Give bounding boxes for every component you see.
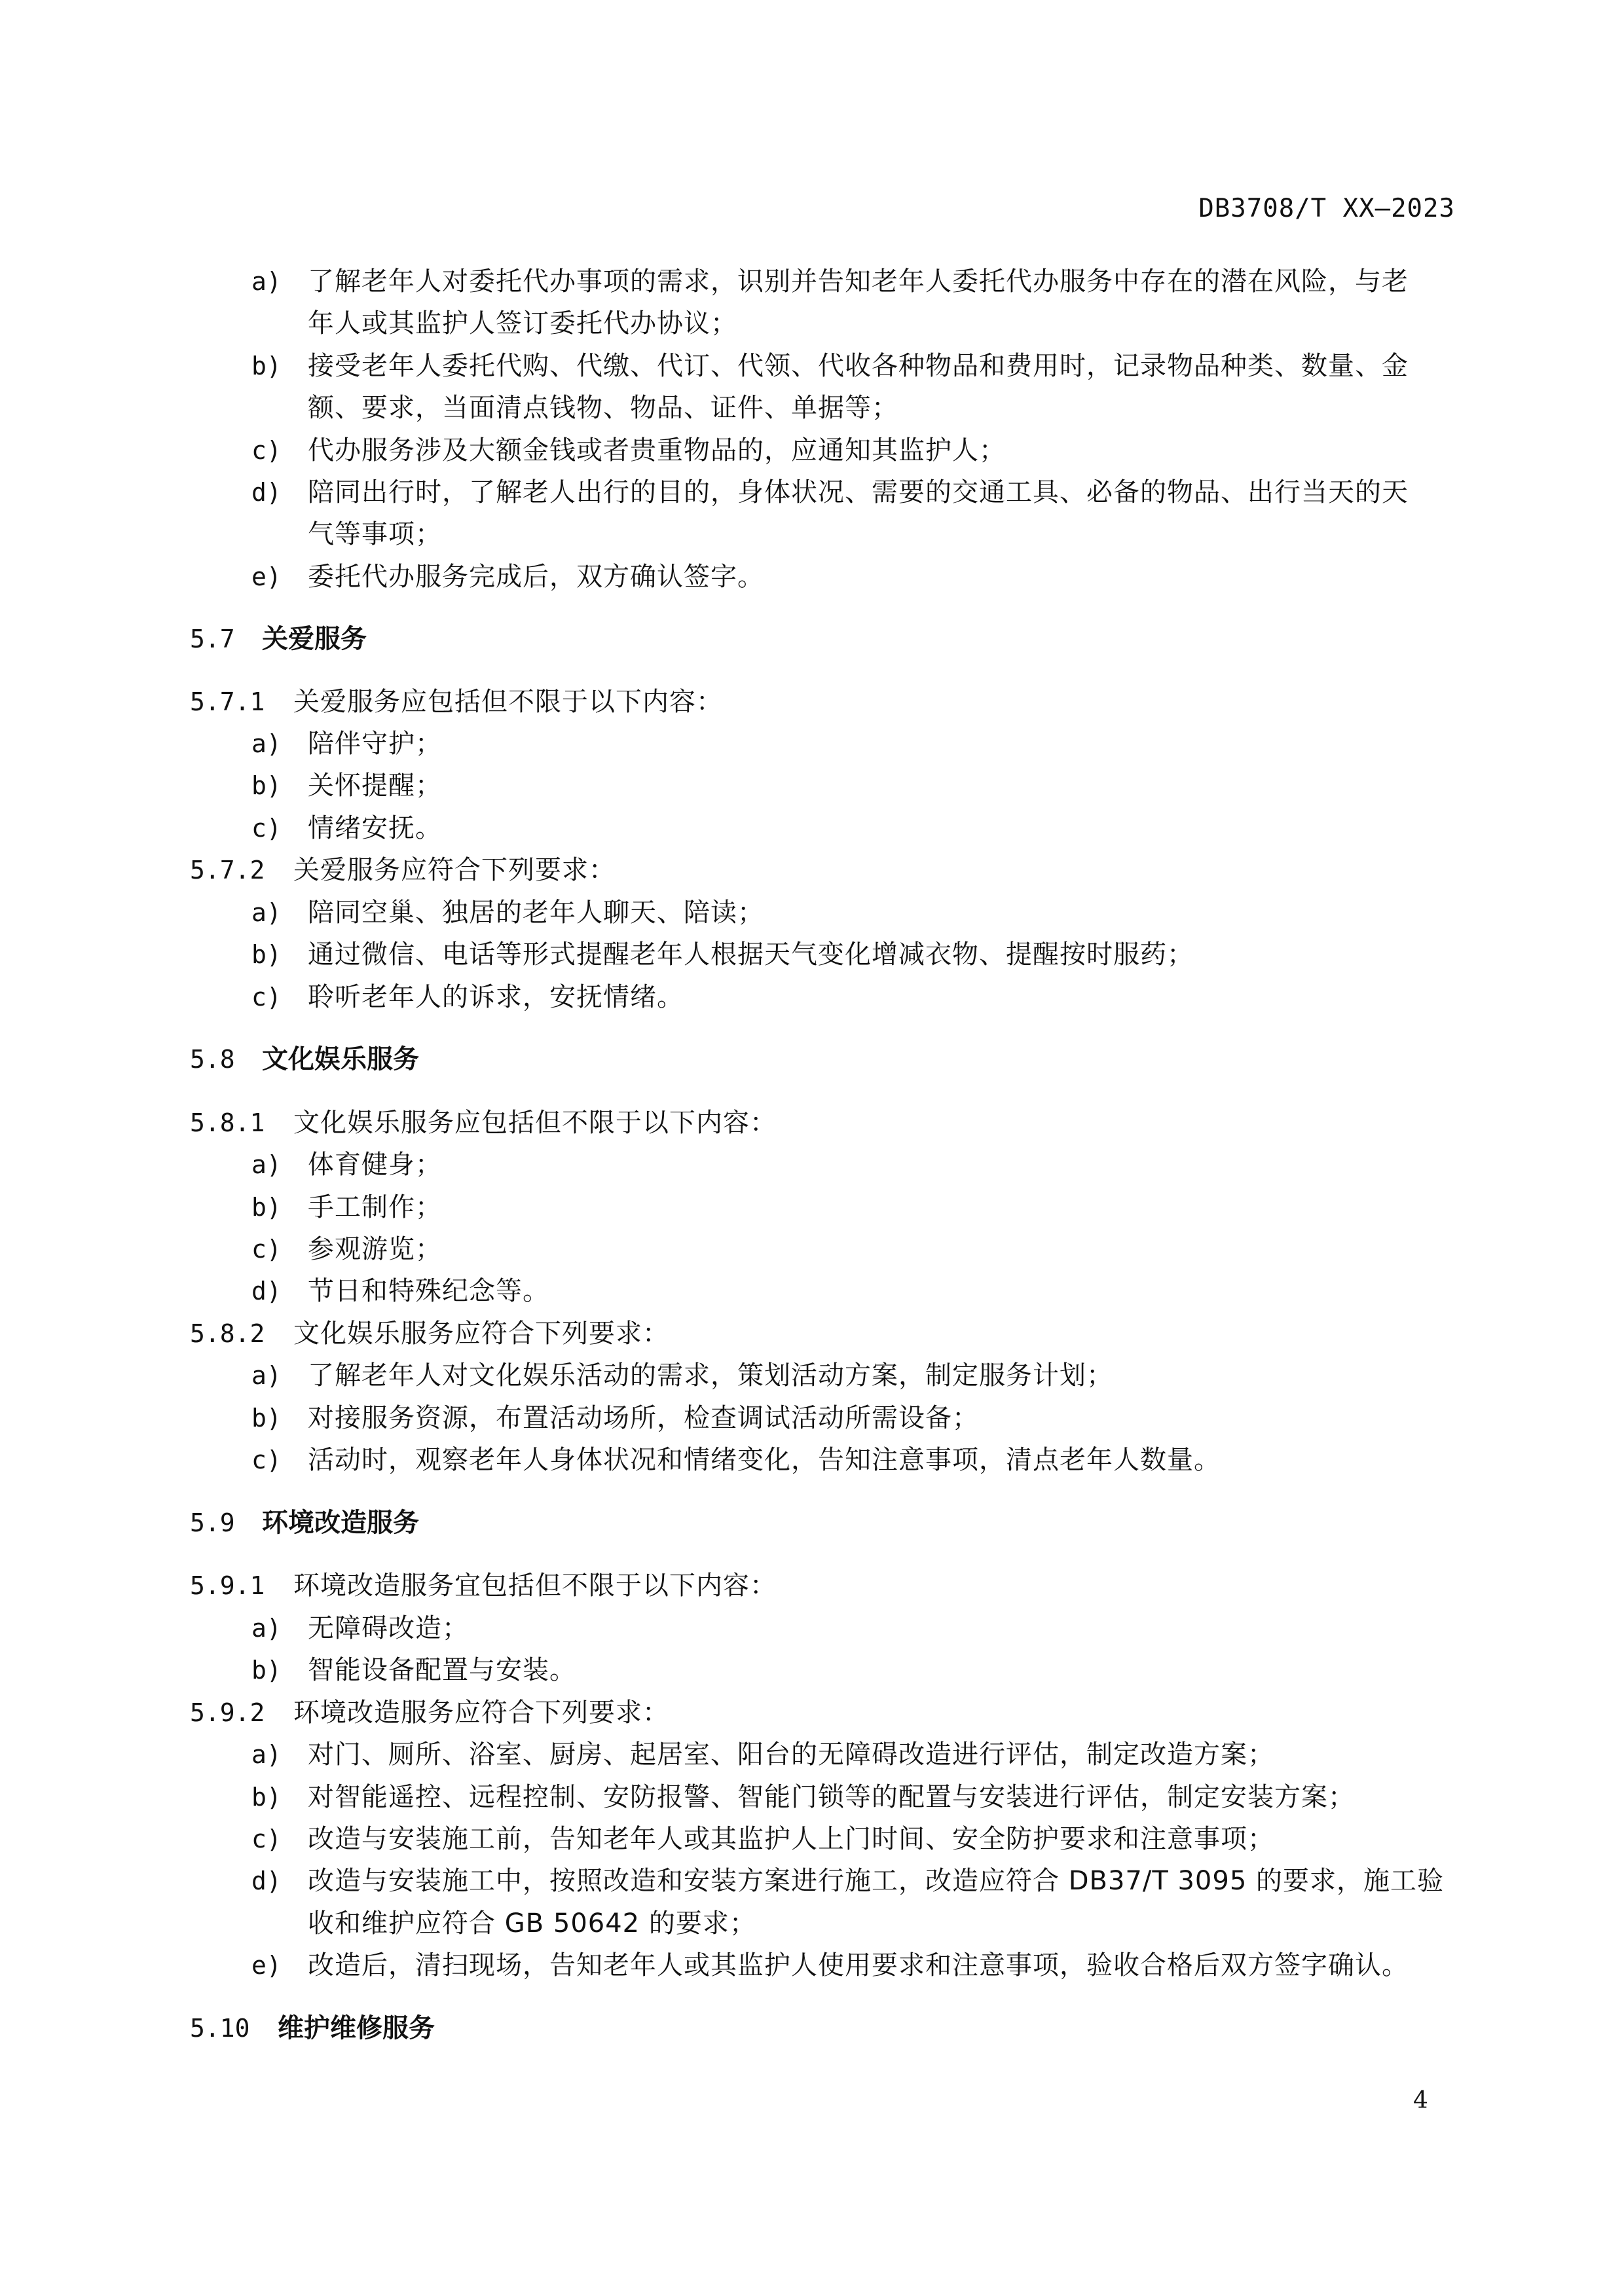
clause-number: 5.7.2 xyxy=(190,856,265,884)
list-item-text: 通过微信、电话等形式提醒老年人根据天气变化增减衣物、提醒按时服药； xyxy=(308,939,1194,970)
list-item-text: 收和维护应符合 GB 50642 的要求； xyxy=(308,1908,756,1939)
list-item-label: b) xyxy=(251,771,282,800)
list-item-label: e) xyxy=(251,1951,282,1980)
list-item-label: d) xyxy=(251,478,282,507)
section-number: 5.9 xyxy=(190,1508,235,1537)
section-title: 关爱服务 xyxy=(262,624,367,654)
list-item-text: 了解老年人对委托代办事项的需求，识别并告知老年人委托代办服务中存在的潜在风险，与老 xyxy=(308,266,1409,297)
list-item-label: a) xyxy=(251,1150,282,1179)
list-item-label: d) xyxy=(251,1867,282,1895)
list-item-text: 节日和特殊纪念等。 xyxy=(308,1276,549,1306)
section-number: 5.7 xyxy=(190,625,235,653)
list-item-label: e) xyxy=(251,562,282,591)
list-item-label: b) xyxy=(251,1193,282,1222)
list-item-label: b) xyxy=(251,352,282,380)
list-item-text: 对门、厕所、浴室、厨房、起居室、阳台的无障碍改造进行评估，制定改造方案； xyxy=(308,1740,1274,1770)
section-number: 5.8 xyxy=(190,1045,235,1074)
list-item-text: 气等事项； xyxy=(308,519,442,549)
list-item-text: 接受老年人委托代购、代缴、代订、代领、代收各种物品和费用时，记录物品种类、数量、金 xyxy=(308,351,1409,381)
section-title: 维护维修服务 xyxy=(278,2013,435,2043)
list-item-text: 陪同出行时，了解老人出行的目的，身体状况、需要的交通工具、必备的物品、出行当天的天 xyxy=(308,477,1409,507)
list-item-text: 体育健身； xyxy=(308,1150,442,1180)
clause-number: 5.8.1 xyxy=(190,1108,265,1137)
list-item-label: b) xyxy=(251,1656,282,1685)
list-item-label: c) xyxy=(251,1825,282,1853)
list-item-text: 参观游览； xyxy=(308,1234,442,1264)
list-item-text: 年人或其监护人签订委托代办协议； xyxy=(308,308,737,338)
list-item-text: 额、要求，当面清点钱物、物品、证件、单据等； xyxy=(308,393,898,423)
list-item-label: d) xyxy=(251,1277,282,1305)
clause-text: 环境改造服务宜包括但不限于以下内容： xyxy=(293,1571,777,1601)
section-number: 5.10 xyxy=(190,2014,250,2043)
list-item-label: c) xyxy=(251,1235,282,1264)
list-item-text: 陪伴守护； xyxy=(308,729,442,759)
list-item-text: 聆听老年人的诉求，安抚情绪。 xyxy=(308,982,684,1012)
list-item-label: a) xyxy=(251,1361,282,1390)
list-item-text: 情绪安抚。 xyxy=(308,813,442,843)
list-item-label: a) xyxy=(251,267,282,296)
clause-number: 5.9.1 xyxy=(190,1571,265,1600)
clause-text: 环境改造服务应符合下列要求： xyxy=(293,1698,669,1728)
list-item-label: c) xyxy=(251,983,282,1011)
list-item-text: 代办服务涉及大额金钱或者贵重物品的，应通知其监护人； xyxy=(308,435,1006,465)
list-item-text: 改造与安装施工前，告知老年人或其监护人上门时间、安全防护要求和注意事项； xyxy=(308,1824,1274,1854)
list-item-label: a) xyxy=(251,898,282,927)
section-title: 文化娱乐服务 xyxy=(262,1044,419,1074)
page-number: 4 xyxy=(1413,2087,1428,2114)
clause-number: 5.9.2 xyxy=(190,1698,265,1727)
list-item-label: c) xyxy=(251,814,282,843)
list-item-text: 改造与安装施工中，按照改造和安装方案进行施工，改造应符合 DB37/T 3095 的要求，施工验 xyxy=(308,1866,1444,1896)
list-item-text: 对接服务资源，布置活动场所，检查调试活动所需设备； xyxy=(308,1403,979,1433)
clause-text: 文化娱乐服务应包括但不限于以下内容： xyxy=(293,1108,777,1138)
clause-number: 5.8.2 xyxy=(190,1319,265,1348)
list-item-label: a) xyxy=(251,1614,282,1643)
section-title: 环境改造服务 xyxy=(262,1508,419,1538)
list-item-text: 改造后，清扫现场，告知老年人或其监护人使用要求和注意事项，验收合格后双方签字确认。 xyxy=(308,1950,1409,1980)
list-item-text: 陪同空巢、独居的老年人聊天、陪读； xyxy=(308,898,764,928)
clause-text: 文化娱乐服务应符合下列要求： xyxy=(293,1319,669,1349)
list-item-text: 了解老年人对文化娱乐活动的需求，策划活动方案，制定服务计划； xyxy=(308,1360,1113,1391)
clause-number: 5.7.1 xyxy=(190,687,265,716)
list-item-text: 无障碍改造； xyxy=(308,1613,469,1643)
list-item-label: b) xyxy=(251,1783,282,1812)
list-item-text: 活动时，观察老年人身体状况和情绪变化，告知注意事项，清点老年人数量。 xyxy=(308,1445,1221,1475)
clause-text: 关爱服务应包括但不限于以下内容： xyxy=(293,687,723,717)
list-item-text: 对智能遥控、远程控制、安防报警、智能门锁等的配置与安装进行评估，制定安装方案； xyxy=(308,1782,1355,1812)
list-item-label: c) xyxy=(251,1446,282,1474)
clause-text: 关爱服务应符合下列要求： xyxy=(293,855,616,885)
list-item-text: 手工制作； xyxy=(308,1192,442,1222)
list-item-label: c) xyxy=(251,436,282,465)
list-item-text: 关怀提醒； xyxy=(308,771,442,801)
list-item-label: b) xyxy=(251,940,282,969)
list-item-text: 智能设备配置与安装。 xyxy=(308,1655,576,1685)
list-item-text: 委托代办服务完成后，双方确认签字。 xyxy=(308,562,764,592)
list-item-label: a) xyxy=(251,1740,282,1769)
list-item-label: b) xyxy=(251,1404,282,1432)
page-header-code: DB3708/T XX—2023 xyxy=(1198,194,1455,223)
list-item-label: a) xyxy=(251,729,282,758)
